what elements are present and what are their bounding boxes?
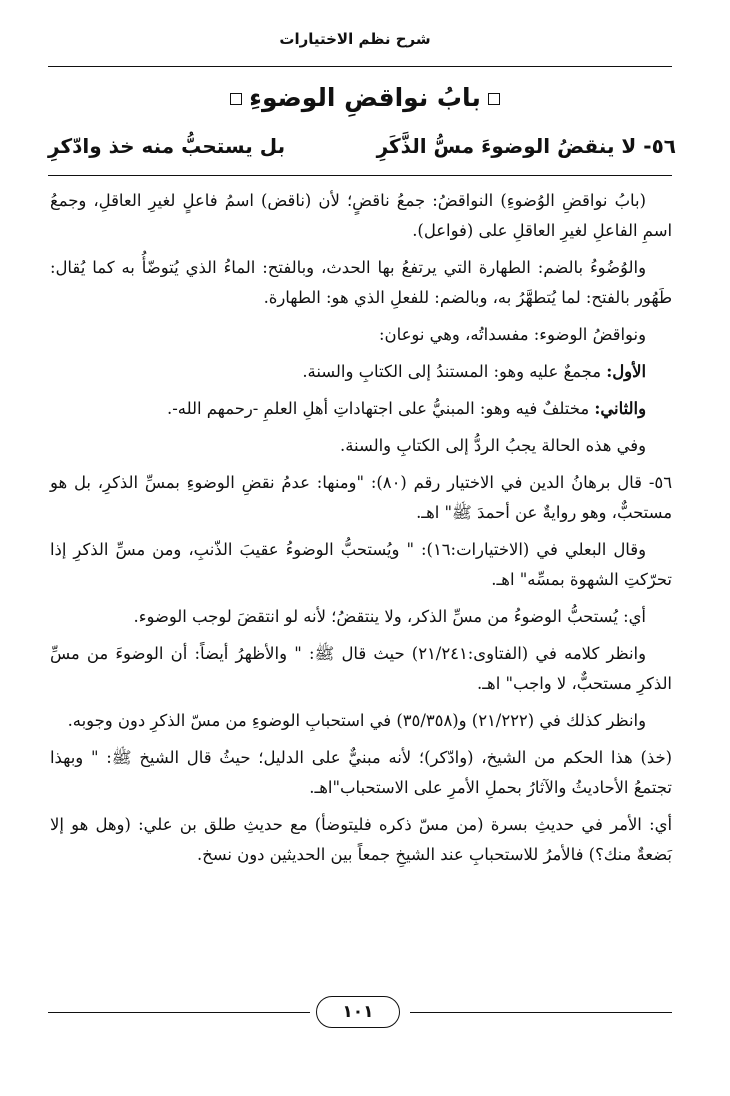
paragraph: وفي هذه الحالة يجبُ الردُّ إلى الكتابِ والسنة. [340,436,646,455]
commentary-body [50,186,672,877]
paragraph: ٥٦- قال برهانُ الدين في الاختيار رقم (٨٠): "ومنها: عدمُ نقضِ الوضوءِ بمسِّ الذكرِ، بل هو مستحبٌّ، وهو روايةٌ عن أحمدَ ﷺ" اهـ. [50,473,672,522]
verse-second-hemistich: بل يستحبُّ منه خذ وادّكرِ [48,134,286,158]
chapter-title-text: بابُ نواقضِ الوضوءِ [249,83,481,112]
page-footer [48,996,672,1030]
square-ornament-icon [230,93,242,105]
header-rule [48,66,672,67]
paragraph: وانظر كذلك في (٢١/٢٢٢) و(٣٥/٣٥٨) في استحبابِ الوضوءِ من مسّ الذكرِ دون وجوبه. [67,711,646,730]
paragraph: والثاني: مختلفٌ فيه وهو: المبنيُّ على اجتهاداتِ أهلِ العلمِ -رحمهم الله-. [167,399,646,418]
verse-rule [48,175,672,176]
chapter-title [40,76,690,120]
running-header: شرح نظم الاختيارات [279,30,431,48]
paragraph: وقال البعلي في (الاختيارات:١٦): " ويُستحبُّ الوضوءُ عقيبَ الذّنبِ، ومن مسِّ الذكرِ إذا تحرّكتِ الشهوة بمسِّه" اهـ. [50,540,672,589]
paragraph: الأول: مجمعٌ عليه وهو: المستندُ إلى الكتابِ والسنة. [302,362,646,381]
footer-rule [410,1012,672,1013]
paragraph: والوُضُوءُ بالضم: الطهارة التي يرتفعُ بها الحدث، وبالفتح: الماءُ الذي يُتوضّأُ به كما يُقال: طَهُور بالفتح: لما يُتطهَّرُ به، وبالضم: للفعلِ الذي هو: الطهارة. [50,258,672,307]
paragraph: (بابُ نواقضِ الوُضوءِ) النواقضُ: جمعُ ناقضٍ؛ لأن (ناقض) اسمُ فاعلٍ لغيرِ العاقلِ، وجمعُ اسمِ الفاعلِ لغيرِ العاقلِ على (فواعل). [50,191,672,240]
paragraph: ونواقضُ الوضوء: مفسداتُه، وهي نوعان: [379,325,646,344]
square-ornament-icon [488,93,500,105]
paragraph: أي: يُستحبُّ الوضوءُ من مسِّ الذكر، ولا ينتقضُ؛ لأنه لو انتقضَ لوجب الوضوء. [133,607,646,626]
verse-first-hemistich: ٥٦- لا ينقضُ الوضوءَ مسُّ الذَّكَرِ [376,134,676,158]
paragraph-lead: والثاني: [594,399,646,418]
paragraph: (خذ) هذا الحكم من الشيخ، (وادّكر)؛ لأنه مبنيٌّ على الدليل؛ حيثُ قال الشيخ ﷺ: " وبهذا تجتمعُ الأحاديثُ والآثارُ بحملِ الأمرِ على الاستحباب"اهـ. [50,748,672,797]
paragraph-lead: الأول: [606,362,646,381]
paragraph: وانظر كلامه في (الفتاوى:٢١/٢٤١) حيث قال ﷺ: " والأظهرُ أيضاً: أن الوضوءَ من مسِّ الذكرِ مستحبٌّ، لا واجب" اهـ. [50,644,672,693]
paragraph: أي: الأمر في حديثِ بسرة (من مسّ ذكره فليتوضأ) مع حديثِ طلق بن علي: (وهل هو إلا بَضعةٌ منك؟) فالأمرُ للاستحبابِ عند الشيخِ جمعاً بين الحديثين دون نسخ. [50,815,672,864]
page-number: ١٠١ [316,996,400,1028]
verse-line [48,124,676,168]
footer-rule [48,1012,310,1013]
